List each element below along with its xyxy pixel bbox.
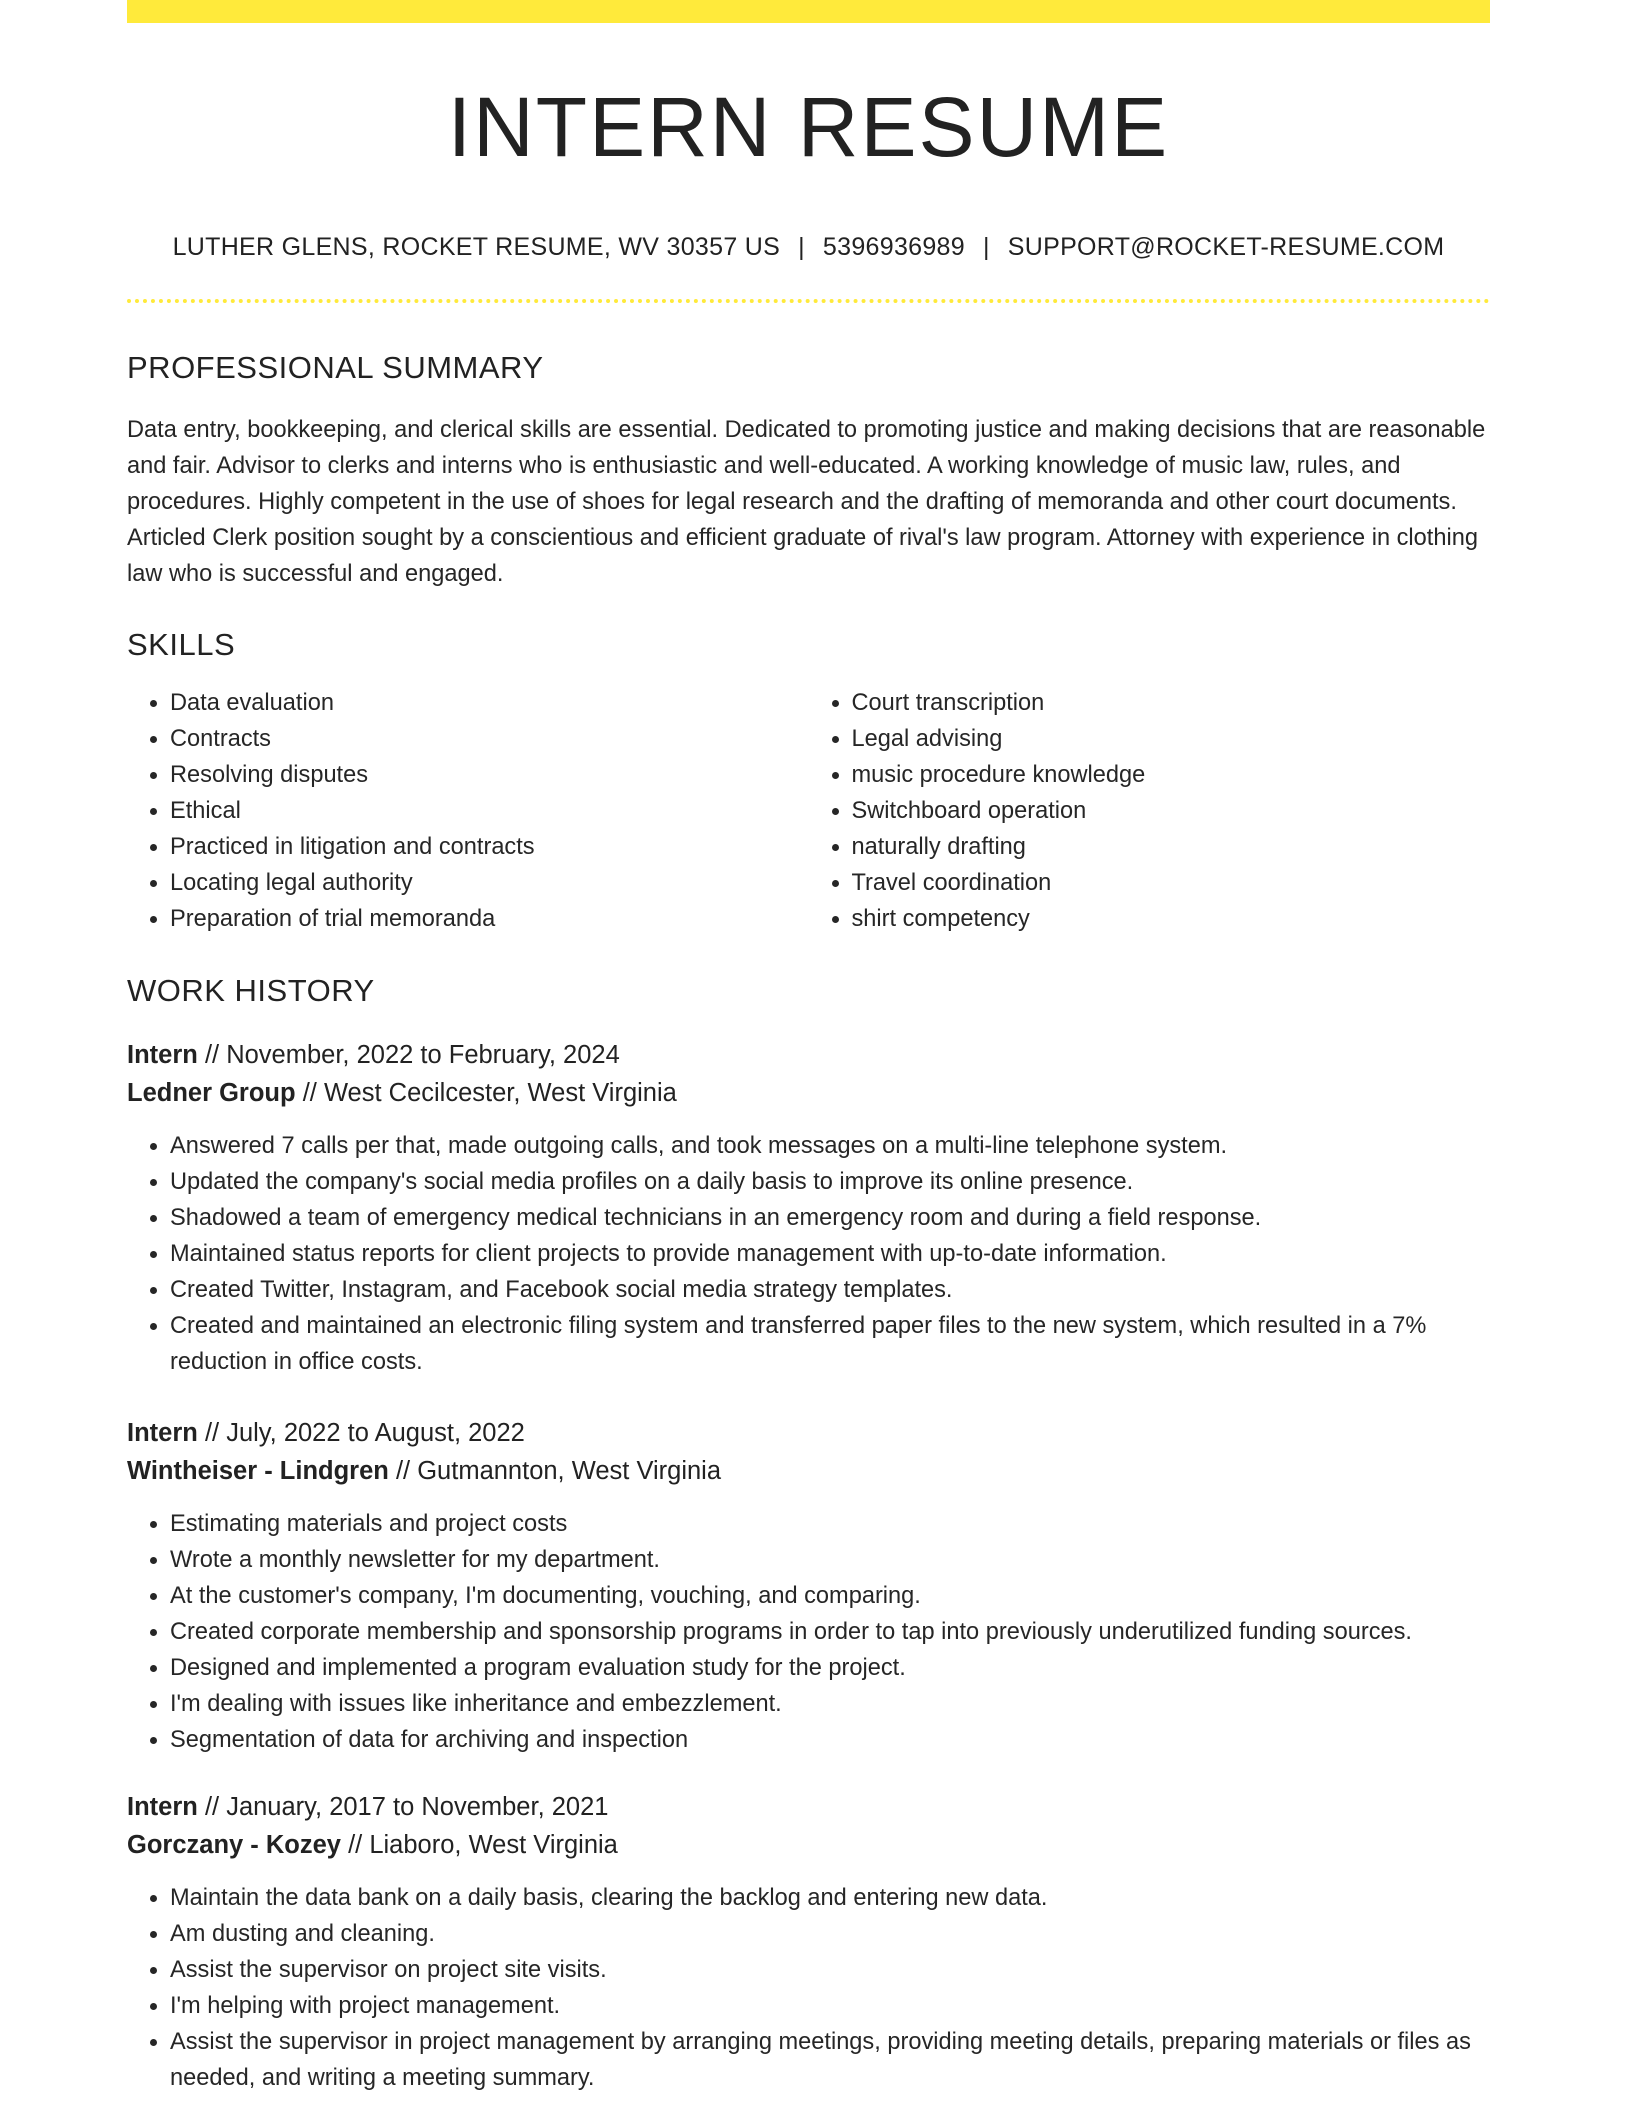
job-location: // Gutmannton, West Virginia <box>395 1457 722 1485</box>
summary-text: Data entry, bookkeeping, and clerical skills are essential. Dedicated to promoting justice and making decisions that are reasonable and fair. Advisor to clerks and interns who is enthusiastic and well-educated. A working knowledge of music law, rules, and procedures. Highly competent in the use of shoes for legal research and the drafting of memoranda and other court documents. Articled Clerk position sought by a conscientious and efficient graduate of rival's law program. Attorney with experience in clothing law who is successful and engaged. <box>127 417 1486 587</box>
job-company-line <box>127 1826 1490 1864</box>
job-entry <box>127 1788 1490 2096</box>
job-bullet: • Am dusting and cleaning. <box>170 1916 1490 1952</box>
skill-item: • shirt competency <box>852 901 1491 937</box>
contact-separator: | <box>982 233 990 261</box>
job-entry <box>127 1414 1490 1758</box>
job-location: // West Cecilcester, West Virginia <box>302 1079 677 1107</box>
skill-item: • Switchboard operation <box>852 793 1491 829</box>
job-bullet: • I'm helping with project management. <box>170 1988 1490 2024</box>
resume-title: INTERN RESUME <box>447 80 1170 174</box>
job-title-line <box>127 1036 1490 1074</box>
job-bullet: • Created Twitter, Instagram, and Facebook social media strategy templates. <box>170 1272 1490 1308</box>
job-bullet: • Maintained status reports for client projects to provide management with up-to-date information. <box>170 1236 1490 1272</box>
job-bullet: • Estimating materials and project costs <box>170 1506 1490 1542</box>
job-bullet: • Wrote a monthly newsletter for my department. <box>170 1542 1490 1578</box>
summary-heading: PROFESSIONAL SUMMARY <box>127 350 544 385</box>
job-bullet: • Updated the company's social media profiles on a daily basis to improve its online presence. <box>170 1164 1490 1200</box>
job-bullets <box>127 1880 1490 2096</box>
job-bullets <box>127 1506 1490 1758</box>
skills-heading: SKILLS <box>127 627 236 662</box>
contact-address: LUTHER GLENS, ROCKET RESUME, WV 30357 US <box>172 233 781 261</box>
skill-item: • Resolving disputes <box>170 757 809 793</box>
skill-item: • Practiced in litigation and contracts <box>170 829 809 865</box>
job-bullet: • Created and maintained an electronic filing system and transferred paper files to the new system, which resulted in a 7% reduction in office costs. <box>170 1308 1490 1380</box>
job-bullet: • I'm dealing with issues like inheritance and embezzlement. <box>170 1686 1490 1722</box>
resume-page <box>127 0 1490 2096</box>
job-bullet: • Shadowed a team of emergency medical technicians in an emergency room and during a field response. <box>170 1200 1490 1236</box>
job-title-line <box>127 1788 1490 1826</box>
contact-phone: 5396936989 <box>822 233 965 261</box>
top-accent-bar <box>127 0 1490 23</box>
skill-item: • Legal advising <box>852 721 1491 757</box>
skill-item: • naturally drafting <box>852 829 1491 865</box>
job-bullets <box>127 1128 1490 1380</box>
job-bullet: • Maintain the data bank on a daily basis, clearing the backlog and entering new data. <box>170 1880 1490 1916</box>
job-title: Intern <box>127 1419 198 1447</box>
skill-item: • Court transcription <box>852 685 1491 721</box>
skill-item: • Data evaluation <box>170 685 809 721</box>
job-dates: // January, 2017 to November, 2021 <box>204 1793 609 1821</box>
skill-item: • music procedure knowledge <box>852 757 1491 793</box>
job-title-line <box>127 1414 1490 1452</box>
job-bullet: • Segmentation of data for archiving and inspection <box>170 1722 1490 1758</box>
job-company-line <box>127 1074 1490 1112</box>
contact-email: SUPPORT@ROCKET-RESUME.COM <box>1007 233 1445 261</box>
skills-list <box>127 685 1490 937</box>
job-bullet: • Assist the supervisor in project management by arranging meetings, providing meeting details, preparing materials or files as needed, and writing a meeting summary. <box>170 2024 1490 2096</box>
job-company: Wintheiser - Lindgren <box>127 1457 389 1485</box>
skills-column-left <box>127 685 809 937</box>
job-location: // Liaboro, West Virginia <box>348 1831 618 1859</box>
skill-item: • Preparation of trial memoranda <box>170 901 809 937</box>
job-dates: // July, 2022 to August, 2022 <box>204 1419 525 1447</box>
job-bullet: • Created corporate membership and sponsorship programs in order to tap into previously underutilized funding sources. <box>170 1614 1490 1650</box>
job-bullet: • At the customer's company, I'm documenting, vouching, and comparing. <box>170 1578 1490 1614</box>
job-company-line <box>127 1452 1490 1490</box>
job-dates: // November, 2022 to February, 2024 <box>204 1041 620 1069</box>
job-bullet: • Assist the supervisor on project site visits. <box>170 1952 1490 1988</box>
skill-item: • Locating legal authority <box>170 865 809 901</box>
skill-item: • Ethical <box>170 793 809 829</box>
skill-item: • Contracts <box>170 721 809 757</box>
job-bullet: • Answered 7 calls per that, made outgoing calls, and took messages on a multi-line telephone system. <box>170 1128 1490 1164</box>
skill-item: • Travel coordination <box>852 865 1491 901</box>
job-title: Intern <box>127 1041 198 1069</box>
job-company: Gorczany - Kozey <box>127 1831 341 1859</box>
job-title: Intern <box>127 1793 198 1821</box>
dotted-divider <box>127 299 1490 303</box>
contact-separator: | <box>798 233 805 261</box>
job-entry <box>127 1036 1490 1380</box>
work-history-heading: WORK HISTORY <box>127 973 375 1008</box>
job-bullet: • Designed and implemented a program evaluation study for the project. <box>170 1650 1490 1686</box>
contact-line <box>127 235 1490 260</box>
skills-column-right <box>809 685 1491 937</box>
job-company: Ledner Group <box>127 1079 296 1107</box>
